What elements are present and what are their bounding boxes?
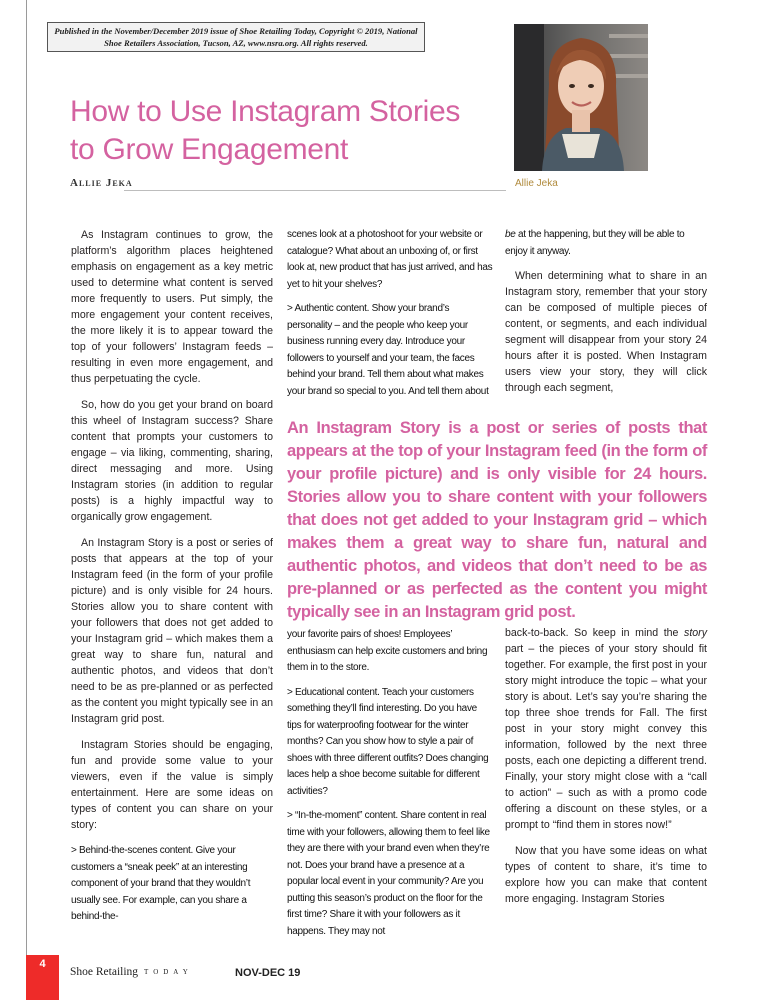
paragraph-text: back-to-back. So keep in mind the: [505, 627, 685, 639]
author-byline: Allie Jeka: [70, 177, 133, 189]
paragraph: An Instagram Story is a post or series of posts that appears at the top of your Instagram feed (in the form of your profile picture) and is only visible for 24 hours. Stories allow you to share content with your followers that does not get added to your Instagram grid – which makes them a great way to share fun, natural and authentic photos, and videos that don’t need to be as pre-planned or as perfected as the content you might typically see in an Instagram grid post.: [71, 537, 273, 725]
paragraph: As Instagram continues to grow, the platform’s algorithm places heightened emphasis on engagement as a key metric used to determine what content is served more frequently to users. Put simply, the more engagement your content receives, the more likely it is to appear toward the top of your followers’ Instagram feeds – resulting in even more engagement, and thus perpetuating the cycle.: [71, 229, 273, 385]
byline-rule: [124, 190, 506, 191]
publication-name: [70, 966, 193, 978]
paragraph: When determining what to share in an Instagram story, remember that your story can be composed of multiple pieces of content, or segments, and each individual segment will disappear from your story 24 hours after it is posted. When Instagram users view your story, they will click through each segment,: [505, 270, 707, 394]
column-3-top: [505, 227, 707, 396]
paragraph: [505, 227, 707, 260]
photo-caption: Allie Jeka: [515, 178, 558, 189]
column-1: [71, 227, 273, 926]
paragraph-text: at the happening, but they will be able to enjoy it anyway.: [505, 229, 685, 257]
title-line-1: How to Use Instagram Stories: [70, 95, 461, 128]
paragraph: [505, 625, 707, 833]
publication-today: TODAY: [144, 968, 193, 977]
paragraph: Now that you have some ideas on what types of content to share, it’s time to explore how you can make that content more engaging. Instagram Stories: [505, 845, 707, 905]
page-number: 4: [39, 958, 46, 970]
column-2-top: [287, 227, 493, 408]
paragraph: > “In-the-moment” content. Share content in real time with your followers, allowing them to feel like they are there with your brand even when they’re not. Does your brand have a presence at a popular local event in your community? Are you putting this season’s product on the floor for the first time? Share it with your followers as it happens. They may not: [287, 810, 490, 937]
article-title: [70, 93, 510, 169]
title-line-2: to Grow Engagement: [70, 133, 349, 166]
paragraph: > Educational content. Teach your customers something they’ll find interesting. Do you have tips for waterproofing footwear for the winter months? Can you show how to style a pair of shoes with three different outfits? Does changing laces help a shoe become suitable for different activities?: [287, 686, 489, 797]
emphasis: be: [505, 229, 516, 240]
paragraph-text: part – the pieces of your story should fit together. For example, the first post in your story might introduce the topic – what your story is about. Let’s say you’re sharing the top three shoe trends for Fall. The first post in your story might convey this information, followed by the next three posts, each one depicting a different trend. Finally, your story might close with a “call to action” – such as with a promo code offering a discount on these styles, or a prompt to “find them in stores now!”: [505, 643, 707, 831]
paragraph: Instagram Stories should be engaging, fun and provide some value to your viewers, even if the value is simply entertainment. Here are some ideas on types of content you can share on your story:: [71, 739, 273, 831]
paragraph: > Behind-the-scenes content. Give your customers a “sneak peek” at an interesting component of your brand that they wouldn’t usually see. For example, can you share a behind-the-: [71, 845, 251, 922]
paragraph: > Authentic content. Show your brand’s personality – and the people who keep your business running every day. Introduce your followers to yourself and your team, the faces behind your brand. Tell them about what makes your brand so special to you. And tell them about: [287, 303, 489, 397]
copyright-notice: Published in the November/December 2019 issue of Shoe Retailing Today, Copyright © 2019, National Shoe Retailers Association, Tucson, AZ, www.nsra.org. All rights reserved.: [47, 22, 425, 52]
issue-date: NOV-DEC 19: [235, 967, 301, 979]
column-2-bottom: [287, 627, 493, 948]
author-photo: [514, 24, 648, 171]
paragraph: your favorite pairs of shoes! Employees’ enthusiasm can help excite customers and bring them in to the store.: [287, 629, 488, 673]
paragraph: So, how do you get your brand on board this wheel of Instagram success? Share content that prompts your customers to engage – via liking, commenting, sharing, direct messaging and more. Using Instagram stories (in addition to regular posts) is a highly impactful way to organically grow engagement.: [71, 399, 273, 523]
left-margin-rule: [26, 0, 27, 955]
publication-title: Shoe Retailing: [70, 966, 139, 978]
emphasis: story: [684, 627, 707, 639]
pull-quote: An Instagram Story is a post or series of posts that appears at the top of your Instagram feed (in the form of your profile picture) and is only visible for 24 hours. Stories allow you to share content with your followers that does not get added to your Instagram grid – which makes them a great way to share fun, natural and authentic photos, and videos that don’t need to be as pre-planned or as perfected as the content you might typically see in an Instagram grid post.: [287, 419, 707, 621]
column-3-bottom: [505, 625, 707, 917]
paragraph: scenes look at a photoshoot for your website or catalogue? What about an unboxing of, or first look at, new product that has just arrived, and has yet to hit your shelves?: [287, 229, 493, 290]
